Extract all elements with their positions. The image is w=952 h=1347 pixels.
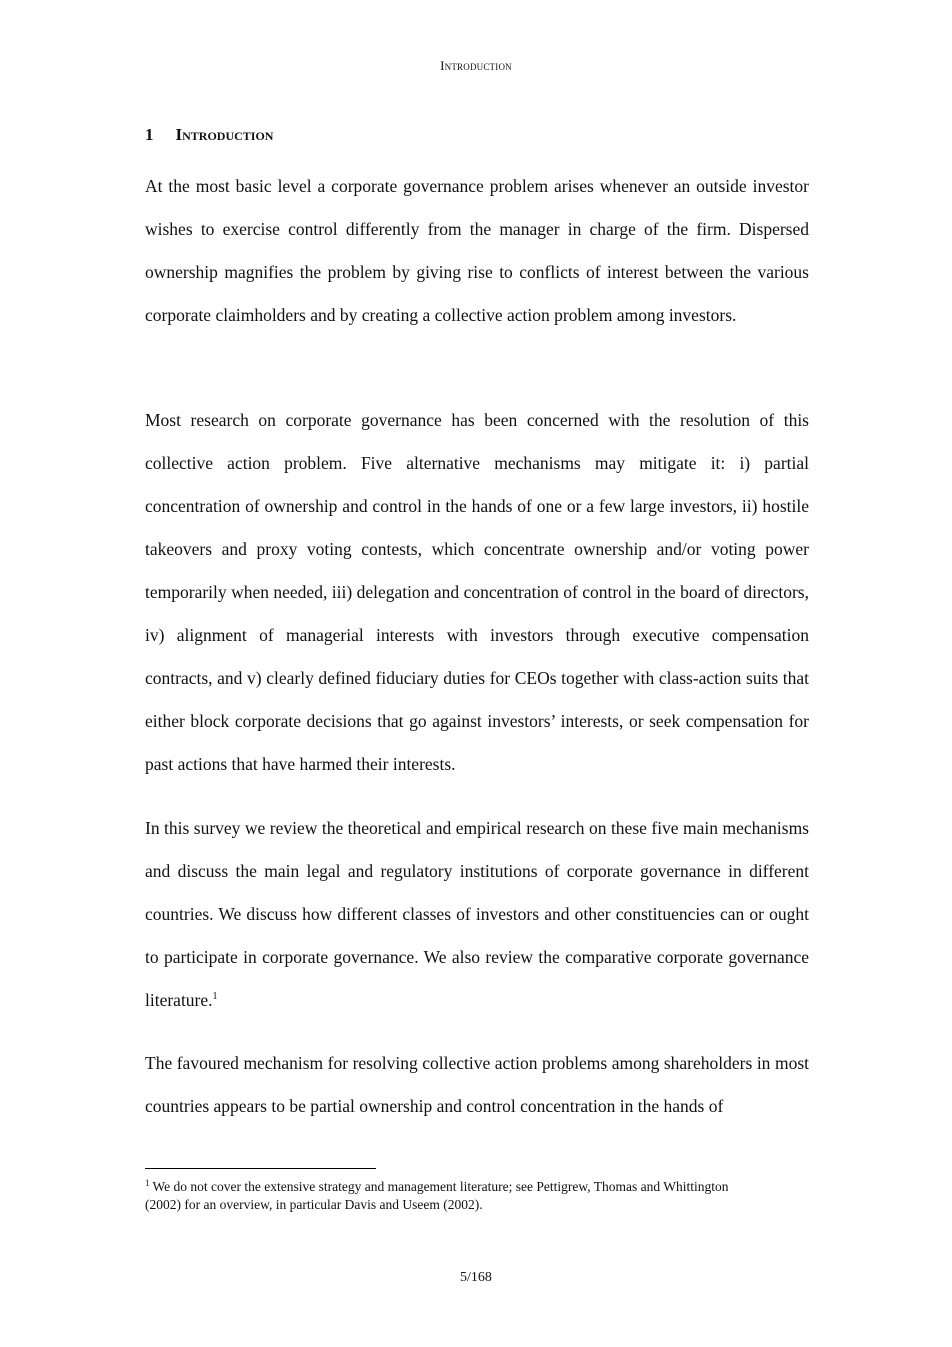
running-header: Introduction — [440, 58, 512, 73]
footnote-reference[interactable]: 1 — [212, 991, 218, 1003]
paragraph-3 — [145, 807, 809, 1022]
paragraph-2: Most research on corporate governance has been concerned with the resolution of this collective action problem. Five alternative mechanisms may mitigate it: i) partial concentration of ownership and control in the hands of one or a few large investors, ii) hostile takeovers and proxy voting contests, which concentrate ownership and/or voting power temporarily when needed, iii) delegation and concentration of control in the board of directors, iv) alignment of managerial interests with investors through executive compensation contracts, and v) clearly defined fiduciary duties for CEOs together with class-action suits that either block corporate decisions that go against investors’ interests, or seek compensation for past actions that have harmed their interests. — [145, 410, 809, 774]
footnote-text: We do not cover the extensive strategy and management literature; see Pettigrew, Thomas and Whittington (2002) for an overview, in particular Davis and Useem (2002). — [145, 1179, 729, 1212]
section-title: Introduction — [175, 125, 274, 144]
paragraph-1-block — [145, 165, 809, 337]
footnote-divider — [145, 1168, 376, 1169]
footnote — [145, 1178, 755, 1214]
footnote-mark: 1 — [145, 1177, 150, 1188]
paragraph-2-block — [145, 399, 809, 786]
page-number: 5/168 — [460, 1270, 492, 1285]
paragraph-3-block — [145, 807, 809, 1022]
paragraph-4-block — [145, 1042, 809, 1128]
section-heading — [145, 125, 273, 145]
paragraph-4: The favoured mechanism for resolving collective action problems among shareholders in most countries appears to be partial ownership and control concentration in the hands of — [145, 1053, 809, 1116]
paragraph-1: At the most basic level a corporate governance problem arises whenever an outside investor wishes to exercise control differently from the manager in charge of the firm. Dispersed ownership magnifies the problem by giving rise to conflicts of interest between the various corporate claimholders and by creating a collective action problem among investors. — [145, 176, 809, 325]
section-number: 1 — [145, 125, 154, 144]
paragraph-3-text: In this survey we review the theoretical and empirical research on these five main mechanisms and discuss the main legal and regulatory institutions of corporate governance in different countries. We discuss how different classes of investors and other constituencies can or ought to participate in corporate governance. We also review the comparative corporate governance literature. — [145, 818, 809, 1010]
